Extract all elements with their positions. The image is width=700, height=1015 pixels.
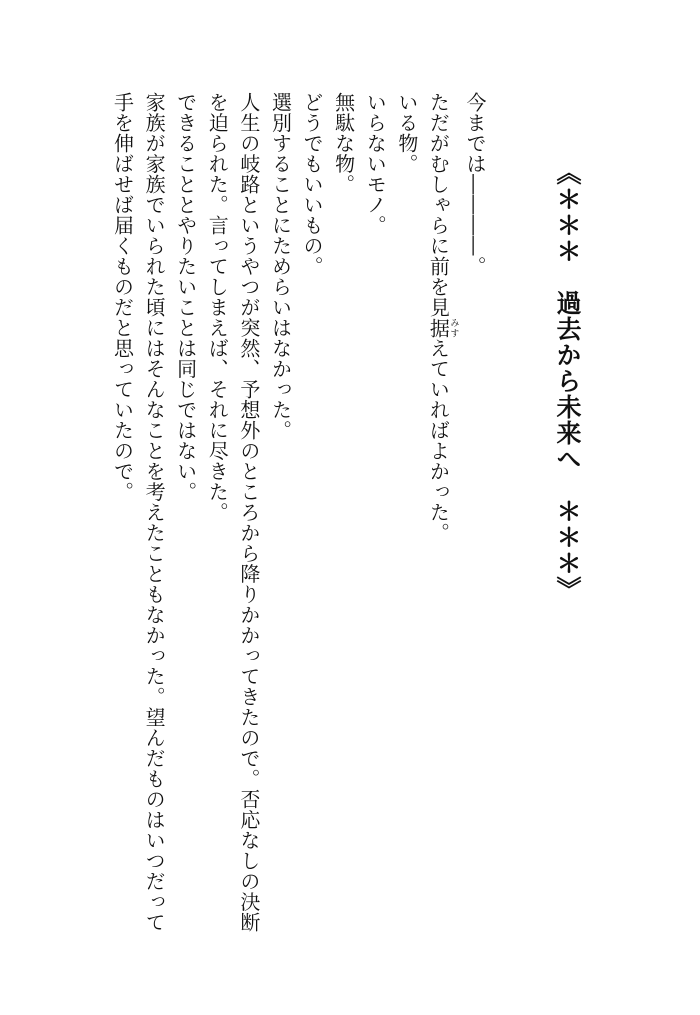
ruby-annotation [426, 317, 459, 339]
text-line-1: 今までは――――。 [463, 92, 487, 277]
text-line-8: 人生の岐路というやつが突然、予想外のところから降りかかってきたので。否応なしの決断 [236, 92, 261, 933]
text-line-2 [422, 92, 459, 962]
ruby-base: 据 [426, 317, 451, 338]
text-line-10: できることとやりたいことは同じではない。 [173, 92, 198, 502]
text-line-6: どうでもいいもの。 [300, 92, 325, 277]
ruby-reading: みす [448, 317, 459, 338]
body-text [106, 92, 490, 962]
text-line-7: 選別することにためらいはなかった。 [268, 92, 293, 441]
chapter-title: 《＊＊＊ 過去から未来へ ＊＊＊》 [553, 160, 582, 602]
text-line-5: 無駄な物。 [331, 92, 356, 195]
text-line-2-head: ただがむしゃらに前を見 [426, 92, 451, 318]
text-line-12: 手を伸ばせば届くものだと思っていたので。 [110, 92, 135, 502]
text-line-4: いらないモノ。 [363, 92, 388, 236]
text-line-3: いる物。 [394, 92, 419, 174]
text-line-2-tail: えていればよかった。 [426, 338, 451, 543]
text-line-9: を迫られた。言ってしまえば、それに尽きた。 [205, 92, 230, 523]
text-line-11: 家族が家族でいられた頃にはそんなことを考えたこともなかった。望んだものはいつだって [142, 92, 167, 933]
